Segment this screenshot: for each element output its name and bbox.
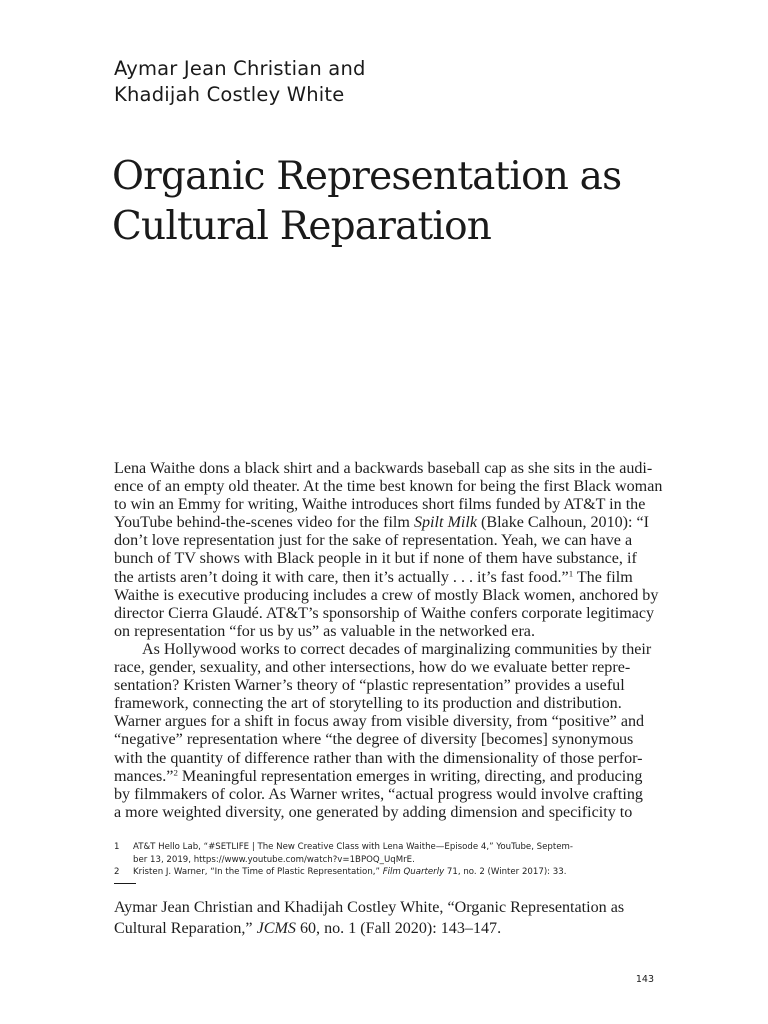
- footnote-text: AT&T Hello Lab, “#SETLIFE | The New Creative Class with Lena Waithe—Episode 4,” YouTube, Septem-: [133, 842, 573, 852]
- text-run: mances.”: [114, 767, 174, 785]
- footnotes: [114, 841, 674, 879]
- text-line: race, gender, sexuality, and other intersections, how do we evaluate better repre-: [114, 659, 631, 677]
- footnote-number: 2: [114, 867, 120, 877]
- text-line: Waithe is executive producing includes a crew of mostly Black women, anchored by: [114, 586, 659, 604]
- journal-name: JCMS: [256, 920, 296, 937]
- text-line: sentation? Kristen Warner’s theory of “plastic representation” provides a useful: [114, 677, 625, 695]
- article-body: [114, 460, 690, 822]
- text-line: “negative” representation where “the degree of diversity [becomes] synonymous: [114, 731, 634, 749]
- text-line: on representation “for us by us” as valuable in the networked era.: [114, 622, 535, 640]
- citation-line-1: Aymar Jean Christian and Khadijah Costley White, “Organic Representation as: [114, 899, 625, 916]
- footnote-2: [114, 866, 674, 879]
- author-line-2: Khadijah Costley White: [114, 83, 345, 106]
- text-line: with the quantity of difference rather than with the dimensionality of those perfor-: [114, 749, 643, 767]
- article-title: [112, 152, 621, 252]
- text-run: 60, no. 1 (Fall 2020): 143–147.: [295, 920, 502, 937]
- title-line-2: Cultural Reparation: [112, 204, 492, 249]
- footnote-text: [133, 866, 674, 879]
- text-line: [114, 514, 690, 532]
- footnote-number: 1: [114, 842, 120, 852]
- title-line-1: Organic Representation as: [112, 154, 622, 199]
- text-line: don’t love representation just for the sake of representation. Yeah, we can have a: [114, 532, 633, 550]
- text-line: Warner argues for a shift in focus away from visible diversity, from “positive” and: [114, 713, 645, 731]
- text-run: Cultural Reparation,”: [114, 920, 257, 937]
- text-line: Lena Waithe dons a black shirt and a backwards baseball cap as she sits in the audi-: [114, 460, 653, 477]
- article-citation: [114, 897, 624, 939]
- footnote-ref-1[interactable]: 1: [568, 568, 574, 579]
- text-run: Meaningful representation emerges in writing, directing, and producing: [177, 767, 643, 785]
- text-line: bunch of TV shows with Black people in it but if none of them have substance, if: [114, 550, 637, 568]
- paragraph-1: [114, 460, 690, 641]
- footnote-text: ber 13, 2019, https://www.youtube.com/watch?v=1BPOQ_UqMrE.: [133, 854, 415, 865]
- text-line: to win an Emmy for writing, Waithe introduces short films funded by AT&T in the: [114, 496, 646, 514]
- page-number: 143: [635, 974, 654, 985]
- text-line: framework, connecting the art of storytelling to its production and distribution.: [114, 695, 622, 713]
- journal-title: Film Quarterly: [382, 867, 445, 877]
- text-line: a more weighted diversity, one generated by adding dimension and specificity to: [114, 803, 633, 821]
- text-run: the artists aren’t doing it with care, then it’s actually . . . it’s fast food.”: [114, 568, 569, 586]
- film-title: Spilt Milk: [413, 514, 477, 532]
- text-line: [114, 768, 690, 786]
- footnote-ref-2[interactable]: 2: [173, 767, 178, 778]
- text-line: [114, 569, 690, 587]
- text-run: YouTube behind-the-scenes video for the film: [114, 514, 414, 532]
- paragraph-2: [114, 641, 690, 822]
- text-run: (Blake Calhoun, 2010): “I: [476, 514, 650, 532]
- text-run: 71, no. 2 (Winter 2017): 33.: [444, 867, 567, 877]
- author-names: [114, 56, 366, 108]
- citation-line-2: [114, 918, 624, 939]
- footnote-1: [114, 841, 674, 866]
- text-run: The film: [573, 568, 633, 586]
- text-line: by filmmakers of color. As Warner writes, “actual progress would involve crafting: [114, 785, 643, 803]
- text-line: As Hollywood works to correct decades of marginalizing communities by their: [142, 640, 652, 658]
- text-run: Kristen J. Warner, “In the Time of Plastic Representation,”: [133, 867, 383, 877]
- citation-divider: [114, 883, 136, 884]
- text-line: director Cierra Glaudé. AT&T’s sponsorship of Waithe confers corporate legitimacy: [114, 604, 655, 622]
- author-line-1: Aymar Jean Christian and: [114, 57, 366, 80]
- text-line: ence of an empty old theater. At the time best known for being the first Black woman: [114, 478, 663, 496]
